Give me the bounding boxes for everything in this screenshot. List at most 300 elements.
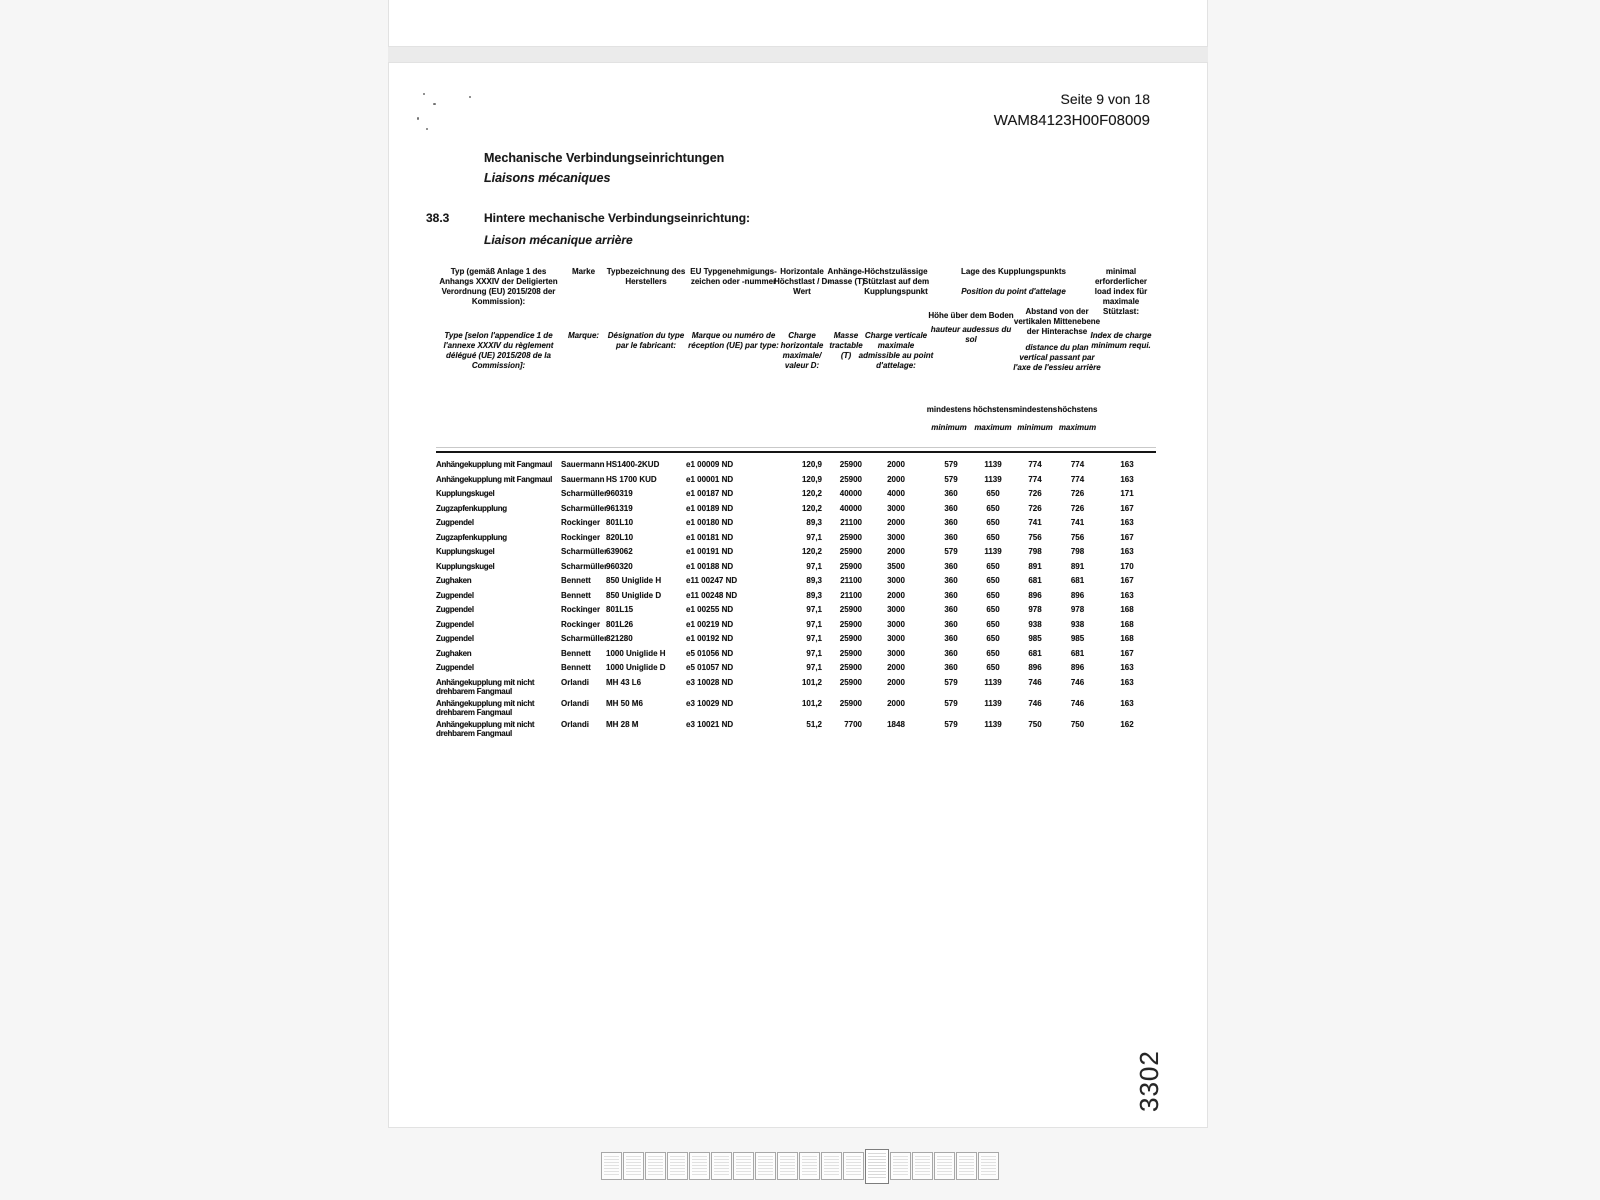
thumbnail-preview [670, 1156, 685, 1176]
table-cell: 120,2 [801, 547, 822, 556]
table-cell: 741 [1070, 518, 1085, 527]
section-title-fr: Liaisons mécaniques [484, 171, 611, 185]
table-cell: 579 [944, 698, 958, 708]
table-cell: e5 01057 ND [686, 663, 734, 672]
table-row [436, 718, 1156, 739]
table-cell: Kupplungskugel [436, 547, 495, 556]
table-cell: Orlandi [561, 719, 590, 729]
table-cell: 21100 [840, 590, 862, 600]
table-cell: 360 [944, 489, 958, 498]
header-typbez-fr: Désignation du type par le fabricant: [607, 331, 685, 350]
table-cell: 97,1 [806, 663, 822, 672]
table-cell: 801L10 [606, 518, 634, 527]
table-row [436, 560, 1156, 575]
table-cell: 798 [1028, 547, 1042, 556]
table-cell: Bennett [561, 576, 591, 585]
table-cell: 167 [1120, 648, 1134, 658]
table-cell: Scharmüller [561, 503, 608, 513]
table-cell: Scharmüller [561, 547, 608, 556]
table-cell: HS1400-2KUD [606, 460, 660, 469]
header-lage-fr: Position du point d'attelage [961, 287, 1066, 296]
ink-speck [426, 128, 428, 130]
page-thumbnail[interactable] [934, 1152, 955, 1180]
page-thumbnail[interactable] [912, 1152, 933, 1180]
table-cell: 650 [986, 648, 1000, 658]
table-cell: 3000 [887, 503, 905, 513]
table-cell: e1 00189 ND [686, 503, 734, 513]
document-number: WAM84123H00F08009 [993, 112, 1150, 129]
table-cell: 40000 [839, 503, 862, 513]
table-cell: 97,1 [806, 648, 822, 658]
table-row [436, 516, 1156, 531]
table-cell: 25900 [839, 532, 862, 542]
table-cell: 650 [986, 619, 1000, 629]
thumbnail-preview [758, 1156, 773, 1176]
table-cell: 650 [986, 634, 1000, 643]
table-cell: Anhängekupplung mit nicht drehbarem Fangmaul [436, 698, 535, 717]
header-typbez-de: Typbezeichnung des Herstellers [606, 267, 686, 286]
table-cell: 774 [1070, 460, 1085, 469]
table-cell: 51,2 [806, 719, 822, 729]
table-cell: 1139 [984, 677, 1002, 687]
page-thumbnail[interactable] [667, 1152, 688, 1180]
header-dwert-de: Horizontale Höchstlast / D-Wert [773, 267, 830, 296]
table-cell: Anhängekupplung mit nicht drehbarem Fangmaul [436, 677, 535, 696]
table-cell: e3 10021 ND [686, 719, 734, 729]
table-cell: 120,9 [801, 474, 822, 484]
thumbnail-preview [937, 1156, 952, 1176]
table-cell: 961319 [606, 503, 633, 513]
table-cell: 25900 [839, 698, 862, 708]
thumbnail-preview [981, 1156, 996, 1176]
table-cell: 896 [1070, 590, 1085, 600]
table-cell: 360 [944, 518, 958, 527]
table-cell: Zugpendel [436, 663, 474, 672]
table-cell: 681 [1028, 576, 1042, 585]
header-eu-de: EU Typgenehmigungs- zeichen oder -nummer [690, 267, 777, 286]
table-cell: 25900 [839, 460, 862, 469]
table-cell: e1 00001 ND [686, 474, 734, 484]
table-cell: 163 [1120, 460, 1134, 469]
table-cell: 25900 [839, 634, 862, 643]
page-thumbnail-active[interactable] [865, 1149, 889, 1184]
header-min-2-de: mindestens [1012, 405, 1058, 414]
table-cell: 97,1 [806, 561, 822, 571]
table-cell: 746 [1070, 698, 1085, 708]
table-cell: 978 [1028, 605, 1042, 614]
table-cell: e3 10029 ND [686, 698, 734, 708]
table-cell: 1139 [984, 474, 1002, 484]
table-cell: Orlandi [561, 698, 590, 708]
table-cell: Scharmüller [561, 489, 608, 498]
table-cell: Zugpendel [436, 605, 474, 614]
table-cell: 25900 [839, 677, 862, 687]
header-marke-fr: Marque: [567, 331, 600, 340]
table-cell: 2000 [887, 547, 905, 556]
table-row [436, 458, 1156, 473]
table-cell: 896 [1028, 590, 1042, 600]
table-cell: 25900 [839, 648, 862, 658]
table-cell: 650 [986, 663, 1000, 672]
table-cell: 798 [1070, 547, 1085, 556]
table-cell: 3500 [887, 561, 905, 571]
header-stuetzlast-de: Höchstzulässige Stützlast auf dem Kupplungspunkt [862, 267, 930, 296]
table-cell: 21100 [840, 518, 862, 527]
table-row [436, 502, 1156, 517]
table-cell: 726 [1070, 489, 1085, 498]
table-cell: 985 [1028, 634, 1042, 643]
table-cell: 1000 Uniglide D [606, 663, 666, 672]
table-cell: 1139 [984, 719, 1002, 729]
table-cell: 167 [1120, 576, 1134, 585]
table-cell: 360 [944, 648, 958, 658]
page-thumbnail[interactable] [689, 1152, 710, 1180]
thumbnail-preview [714, 1156, 729, 1176]
table-cell: 1139 [984, 460, 1002, 469]
thumbnail-preview [915, 1156, 930, 1176]
table-cell: Zughaken [436, 576, 472, 585]
table-cell: 360 [944, 605, 958, 614]
table-row [436, 661, 1156, 676]
table-cell: Bennett [561, 590, 591, 600]
table-cell: 2000 [887, 590, 905, 600]
table-cell: 25900 [839, 547, 862, 556]
table-row [436, 676, 1156, 697]
table-cell: 746 [1028, 677, 1042, 687]
table-cell: 579 [944, 460, 958, 469]
table-cell: 120,2 [801, 489, 822, 498]
subsection-title-de: Hintere mechanische Verbindungseinrichtung: [484, 211, 751, 225]
table-cell: 1000 Uniglide H [606, 648, 666, 658]
table-cell: 756 [1028, 532, 1042, 542]
table-cell: Anhängekupplung mit nicht drehbarem Fangmaul [436, 719, 535, 738]
header-max-1-de: höchstens [972, 405, 1013, 414]
table-cell: 1848 [887, 719, 905, 729]
table-cell: Zugzapfenkupplung [436, 532, 507, 542]
thumbnail-preview [802, 1156, 817, 1176]
table-cell: HS 1700 KUD [606, 474, 657, 484]
table-cell: 960320 [606, 561, 633, 571]
table-cell: Zugpendel [436, 518, 474, 527]
table-cell: 750 [1028, 719, 1042, 729]
section-title-de: Mechanische Verbindungseinrichtungen [484, 151, 725, 165]
table-cell: 163 [1120, 698, 1134, 708]
table-row [436, 545, 1156, 560]
table-cell: 2000 [887, 677, 905, 687]
table-cell: 681 [1070, 576, 1085, 585]
subsection-number: 38.3 [426, 211, 450, 225]
ink-speck [433, 103, 436, 105]
table-cell: 978 [1070, 605, 1085, 614]
subsection-title-fr: Liaison mécanique arrière [484, 233, 633, 247]
table-cell: Scharmüller [561, 634, 608, 643]
table-cell: 25900 [839, 474, 862, 484]
page-thumbnail[interactable] [623, 1152, 644, 1180]
table-cell: 896 [1028, 663, 1042, 672]
table-cell: e11 00247 ND [686, 576, 738, 585]
table-cell: e1 00187 ND [686, 489, 734, 498]
table-cell: Rockinger [561, 605, 601, 614]
table-cell: 579 [944, 547, 958, 556]
coupling-table [436, 267, 1156, 739]
page-thumbnail[interactable] [821, 1152, 842, 1180]
table-cell: Bennett [561, 663, 591, 672]
table-cell: 938 [1028, 619, 1042, 629]
table-cell: 960319 [606, 489, 633, 498]
header-min-2-fr: minimum [1017, 423, 1053, 432]
table-cell: Zugzapfenkupplung [436, 503, 507, 513]
table-header [436, 267, 1156, 455]
table-cell: 891 [1028, 561, 1042, 571]
table-cell: 3000 [887, 532, 905, 542]
page-thumbnail[interactable] [711, 1152, 732, 1180]
table-cell: 650 [986, 576, 1000, 585]
thumbnail-preview [648, 1156, 663, 1176]
table-cell: 650 [986, 532, 1000, 542]
header-min-1-fr: minimum [931, 423, 967, 432]
table-cell: e1 00188 ND [686, 561, 734, 571]
table-row [436, 473, 1156, 488]
thumbnail-preview [780, 1156, 795, 1176]
table-cell: Sauermann [561, 460, 605, 469]
table-row [436, 697, 1156, 718]
table-cell: MH 43 L6 [606, 677, 642, 687]
ink-speck [423, 93, 425, 95]
table-cell: 2000 [887, 460, 905, 469]
table-cell: 650 [986, 605, 1000, 614]
table-cell: Bennett [561, 648, 591, 658]
table-cell: 726 [1028, 503, 1042, 513]
table-cell: Rockinger [561, 619, 601, 629]
table-row [436, 487, 1156, 502]
table-cell: 579 [944, 677, 958, 687]
table-cell: 3000 [887, 619, 905, 629]
table-cell: 891 [1070, 561, 1085, 571]
stamp-number: 3302 [1134, 1050, 1164, 1112]
table-cell: 167 [1120, 532, 1134, 542]
table-cell: 985 [1070, 634, 1085, 643]
table-cell: e1 00180 ND [686, 518, 734, 527]
table-cell: 360 [944, 590, 958, 600]
table-cell: e5 01056 ND [686, 648, 734, 658]
table-cell: 101,2 [801, 698, 822, 708]
table-cell: e1 00181 ND [686, 532, 734, 542]
table-cell: 162 [1120, 719, 1134, 729]
page-thumbnail[interactable] [777, 1152, 798, 1180]
table-cell: 741 [1028, 518, 1042, 527]
thumbnail-preview [824, 1156, 839, 1176]
table-cell: 2000 [887, 474, 905, 484]
table-cell: Kupplungskugel [436, 489, 495, 498]
table-cell: 89,3 [806, 576, 822, 585]
table-cell: 726 [1070, 503, 1085, 513]
table-cell: 40000 [839, 489, 862, 498]
table-cell: 774 [1028, 460, 1042, 469]
table-cell: 163 [1120, 677, 1134, 687]
page-thumbnail[interactable] [645, 1152, 666, 1180]
page-thumbnail[interactable] [978, 1152, 999, 1180]
table-cell: 360 [944, 576, 958, 585]
table-row [436, 647, 1156, 662]
table-cell: 3000 [887, 605, 905, 614]
table-cell: 821280 [606, 634, 633, 643]
table-cell: 1139 [984, 698, 1002, 708]
table-cell: MH 50 M6 [606, 698, 643, 708]
table-cell: 25900 [839, 619, 862, 629]
table-cell: 25900 [839, 605, 862, 614]
page-thumbnail[interactable] [890, 1152, 911, 1180]
table-cell: 120,2 [801, 503, 822, 513]
table-cell: 650 [986, 590, 1000, 600]
table-cell: Anhängekupplung mit Fangmaul [436, 460, 553, 469]
table-cell: Sauermann [561, 474, 605, 484]
table-cell: 168 [1120, 605, 1134, 614]
header-stuetzlast-fr: Charge verticale maximale admissible au point d'attelage: [858, 331, 934, 370]
page-indicator: Seite 9 von 18 [1060, 91, 1150, 107]
page-thumbnail[interactable] [799, 1152, 820, 1180]
table-cell: 167 [1120, 503, 1134, 513]
table-cell: 681 [1028, 648, 1042, 658]
table-cell: Zughaken [436, 648, 472, 658]
table-cell: 360 [944, 634, 958, 643]
table-cell: 3000 [887, 576, 905, 585]
table-cell: Zugpendel [436, 619, 474, 629]
page-filmstrip [0, 1146, 1600, 1186]
table-row [436, 618, 1156, 633]
table-cell: 750 [1070, 719, 1085, 729]
thumbnail-preview [626, 1156, 641, 1176]
page-thumbnail[interactable] [956, 1152, 977, 1180]
table-cell: Zugpendel [436, 590, 474, 600]
table-cell: 726 [1028, 489, 1042, 498]
header-max-2-de: höchstens [1057, 405, 1098, 414]
table-cell: 756 [1070, 532, 1085, 542]
table-row [436, 531, 1156, 546]
table-cell: 163 [1120, 474, 1134, 484]
table-row [436, 603, 1156, 618]
table-cell: 650 [986, 489, 1000, 498]
header-rule-faint [436, 447, 1156, 448]
table-cell: Orlandi [561, 677, 590, 687]
table-cell: 97,1 [806, 605, 822, 614]
table-cell: 360 [944, 532, 958, 542]
table-cell: 21100 [840, 576, 862, 585]
table-cell: Rockinger [561, 518, 601, 527]
header-index-fr: Index de charge minimum requi. [1090, 331, 1152, 350]
table-row [436, 589, 1156, 604]
document-page [388, 62, 1208, 1128]
table-cell: 120,9 [801, 460, 822, 469]
table-cell: Rockinger [561, 532, 601, 542]
table-cell: 101,2 [801, 677, 822, 687]
table-cell: 3000 [887, 648, 905, 658]
thumbnail-preview [846, 1156, 861, 1176]
table-cell: 579 [944, 719, 958, 729]
header-type-fr: Type [selon l'appendice 1 de l'annexe XXXIV du règlement délégué (UE) 2015/208 de la Commission]: [443, 331, 554, 370]
page-thumbnail[interactable] [843, 1152, 864, 1180]
thumbnail-preview [893, 1156, 908, 1176]
header-eu-fr: Marque ou numéro de réception (UE) par type: [688, 331, 779, 350]
table-cell: 650 [986, 518, 1000, 527]
table-cell: 801L26 [606, 619, 634, 629]
table-cell: 746 [1028, 698, 1042, 708]
table-cell: 360 [944, 619, 958, 629]
table-row [436, 574, 1156, 589]
header-hoehe-fr: hauteur audessus du sol [930, 325, 1012, 344]
table-cell: MH 28 M [606, 719, 639, 729]
thumbnail-preview [736, 1156, 751, 1176]
page-thumbnail[interactable] [733, 1152, 754, 1180]
table-cell: 360 [944, 663, 958, 672]
header-dwert-fr: Charge horizontale maximale/ valeur D: [780, 331, 824, 370]
table-cell: 25900 [839, 663, 862, 672]
table-cell: 170 [1120, 561, 1134, 571]
table-body [436, 455, 1156, 739]
table-cell: 3000 [887, 634, 905, 643]
table-cell: 850 Uniglide D [606, 590, 662, 600]
header-abstand-de: Abstand von der vertikalen Mittenebene der Hinterachse [1013, 307, 1101, 336]
header-type-de: Typ (gemäß Anlage 1 des Anhangs XXXIV der Deligierten Verordnung (EU) 2015/208 der Kommission): [439, 267, 558, 306]
table-cell: 163 [1120, 590, 1134, 600]
table-cell: 168 [1120, 619, 1134, 629]
table-cell: 801L15 [606, 605, 634, 614]
header-max-1-fr: maximum [974, 423, 1012, 432]
table-cell: Anhängekupplung mit Fangmaul [436, 474, 553, 484]
table-cell: e1 00219 ND [686, 619, 734, 629]
table-cell: 163 [1120, 518, 1134, 527]
table-cell: 650 [986, 561, 1000, 571]
page-gap [388, 47, 1208, 62]
table-cell: 97,1 [806, 532, 822, 542]
header-index-de: minimal erforderlicher load index für maximale Stützlast: [1094, 267, 1148, 316]
table-cell: e1 00255 ND [686, 605, 734, 614]
table-cell: 579 [944, 474, 958, 484]
table-cell: 97,1 [806, 619, 822, 629]
table-cell: 850 Uniglide H [606, 576, 662, 585]
table-cell: 7700 [844, 719, 862, 729]
header-hoehe-de: Höhe über dem Boden [928, 311, 1014, 320]
header-min-1-de: mindestens [926, 405, 972, 414]
table-cell: 896 [1070, 663, 1085, 672]
header-abstand-fr: distance du plan vertical passant par l'axe de l'essieu arrière [1013, 343, 1101, 372]
page-thumbnail[interactable] [601, 1152, 622, 1180]
previous-page-bottom [388, 0, 1208, 47]
page-thumbnail[interactable] [755, 1152, 776, 1180]
header-rule [436, 451, 1156, 453]
table-cell: 820L10 [606, 532, 634, 542]
thumbnail-preview [604, 1156, 619, 1176]
table-cell: 163 [1120, 663, 1134, 672]
header-marke-de: Marke [571, 267, 596, 276]
thumbnail-preview [959, 1156, 974, 1176]
header-masse-de: Anhänge- masse (T) [827, 267, 865, 286]
table-cell: e11 00248 ND [686, 590, 738, 600]
table-cell: e1 00009 ND [686, 460, 734, 469]
table-cell: 25900 [839, 561, 862, 571]
table-cell: Kupplungskugel [436, 561, 495, 571]
table-cell: e3 10028 ND [686, 677, 734, 687]
thumbnail-preview [692, 1156, 707, 1176]
table-cell: 97,1 [806, 634, 822, 643]
table-cell: 89,3 [806, 518, 822, 527]
table-row [436, 632, 1156, 647]
table-cell: 168 [1120, 634, 1134, 643]
thumbnail-preview [868, 1153, 886, 1180]
table-cell: 2000 [887, 518, 905, 527]
ink-speck [417, 117, 419, 120]
header-lage-de: Lage des Kupplungspunkts [961, 267, 1066, 276]
table-cell: 774 [1028, 474, 1042, 484]
